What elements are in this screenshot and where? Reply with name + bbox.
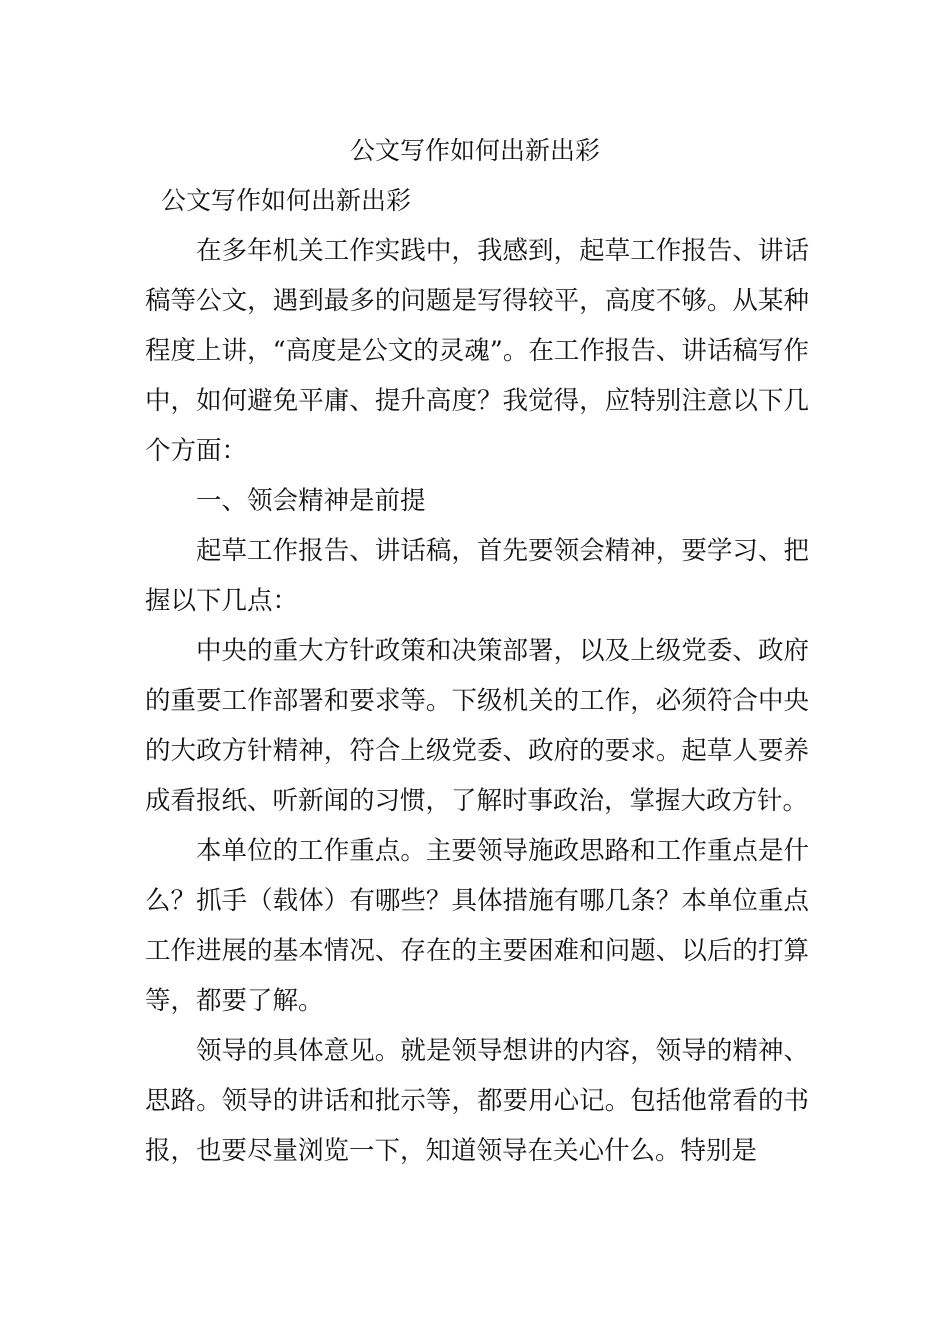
section-heading-1: 一、领会精神是前提 xyxy=(196,486,426,516)
paragraph: 本单位的工作重点。主要领导施政思路和工作重点是什么？抓手（载体）有哪些？具体措施有哪几条？本单位重点工作进展的基本情况、存在的主要困难和问题、以后的打算等，都要了解。 xyxy=(145,836,809,1016)
paragraph-intro: 在多年机关工作实践中，我感到，起草工作报告、讲话稿等公文，遇到最多的问题是写得较平，高度不够。从某种程度上讲，“高度是公文的灵魂”。在工作报告、讲话稿写作中，如何避免平庸、提升高度？我觉得，应特别注意以下几个方面： xyxy=(145,236,809,466)
document-subtitle: 公文写作如何出新出彩 xyxy=(161,186,412,215)
document-title: 公文写作如何出新出彩 xyxy=(349,136,600,165)
paragraph: 中央的重大方针政策和决策部署，以及上级党委、政府的重要工作部署和要求等。下级机关的工作，必须符合中央的大政方针精神，符合上级党委、政府的要求。起草人要养成看报纸、听新闻的习惯，了解时事政治，掌握大政方针。 xyxy=(145,636,809,816)
paragraph: 领导的具体意见。就是领导想讲的内容，领导的精神、思路。领导的讲话和批示等，都要用心记。包括他常看的书报，也要尽量浏览一下，知道领导在关心什么。特别是 xyxy=(145,1036,809,1166)
paragraph: 起草工作报告、讲话稿，首先要领会精神，要学习、把握以下几点： xyxy=(145,536,809,616)
document-body xyxy=(145,226,809,1176)
